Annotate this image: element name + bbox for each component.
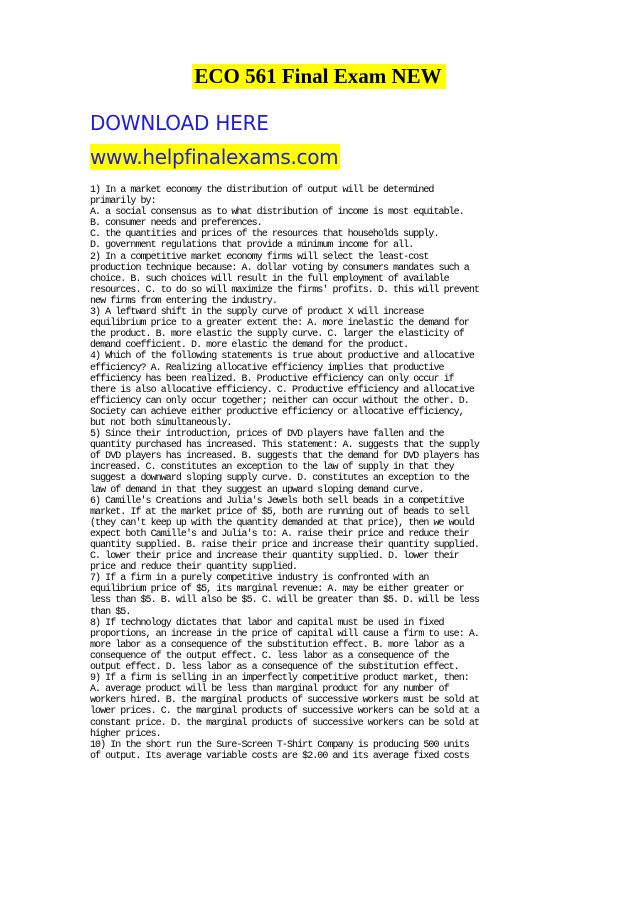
text-line: proportions, an increase in the price of capital will cause a firm to use: A. bbox=[90, 628, 479, 640]
text-line: suggest a downward sloping supply curve. D. constitutes an exception to the bbox=[90, 473, 469, 485]
text-line: higher prices. bbox=[90, 728, 161, 740]
text-line: the product. B. more elastic the supply curve. C. larger the elasticity of bbox=[90, 329, 464, 341]
link-block bbox=[90, 110, 340, 170]
text-line: 4) Which of the following statements is true about productive and allocative bbox=[90, 351, 474, 363]
text-line: A. a social consensus as to what distribution of income is most equitable. bbox=[90, 207, 464, 219]
text-line: D. government regulations that provide a minimum income for all. bbox=[90, 240, 414, 252]
text-line: choice. B. such choices will result in the full employment of available bbox=[90, 273, 449, 285]
text-line: price and reduce their quantity supplied. bbox=[90, 562, 298, 574]
text-line: there is also allocative efficiency. C. Productive efficiency and allocative bbox=[90, 384, 474, 396]
text-line: equilibrium price of $5, its marginal revenue: A. may be either greater or bbox=[90, 584, 464, 596]
text-line: less than $5. B. will also be $5. C. will be greater than $5. D. will be less bbox=[90, 595, 479, 607]
text-line: 8) If technology dictates that labor and capital must be used in fixed bbox=[90, 617, 444, 629]
text-line: equilibrium price to a greater extent the: A. more inelastic the demand for bbox=[90, 318, 469, 330]
text-line: efficiency can only occur together; neither can occur without the other. D. bbox=[90, 395, 469, 407]
text-line: market. If at the market price of $5, both are running out of beads to sell bbox=[90, 506, 469, 518]
text-line: primarily by: bbox=[90, 196, 156, 208]
text-line: quantity purchased has increased. This statement: A. suggests that the supply bbox=[90, 440, 479, 452]
text-line: efficiency has been realized. B. Productive efficiency can only occur if bbox=[90, 373, 454, 385]
text-line: of DVD players has increased. B. suggests that the demand for DVD players has bbox=[90, 451, 479, 463]
text-line: law of demand in that they suggest an upward sloping demand curve. bbox=[90, 484, 424, 496]
site-link[interactable]: www.helpfinalexams.com bbox=[90, 145, 339, 169]
text-line: of output. Its average variable costs are $2.00 and its average fixed costs bbox=[90, 750, 469, 762]
text-line: but not both simultaneously. bbox=[90, 417, 232, 429]
title-container bbox=[0, 64, 638, 89]
text-line: lower prices. C. the marginal products of successive workers can be sold at a bbox=[90, 706, 479, 718]
text-line: C. the quantities and prices of the resources that households supply. bbox=[90, 229, 439, 241]
text-line: Society can achieve either productive efficiency or allocative efficiency, bbox=[90, 406, 464, 418]
text-line: output effect. D. less labor as a consequence of the substitution effect. bbox=[90, 662, 459, 674]
text-line: (they can't keep up with the quantity demanded at that price), then we would bbox=[90, 517, 474, 529]
text-line: more labor as a consequence of the substitution effect. B. more labor as a bbox=[90, 639, 464, 651]
text-line: consequence of the output effect. C. less labor as a consequence of the bbox=[90, 650, 449, 662]
text-line: 10) In the short run the Sure-Screen T-Shirt Company is producing 500 units bbox=[90, 739, 469, 751]
text-line: demand coefficient. D. more elastic the demand for the product. bbox=[90, 340, 409, 352]
text-line: 9) If a firm is selling in an imperfectly competitive product market, then: bbox=[90, 673, 469, 685]
text-line: new firms from entering the industry. bbox=[90, 295, 277, 307]
text-line: increased. C. constitutes an exception to the law of supply in that they bbox=[90, 462, 454, 474]
text-line: A. average product will be less than marginal product for any number of bbox=[90, 684, 449, 696]
text-line: 6) Camille's Creations and Julia's Jewels both sell beads in a competitive bbox=[90, 495, 464, 507]
exam-questions-text bbox=[90, 185, 590, 762]
text-line: 2) In a competitive market economy firms will select the least-cost bbox=[90, 251, 429, 263]
text-line: 1) In a market economy the distribution of output will be determined bbox=[90, 185, 434, 196]
text-line: expect both Camille's and Julia's to: A. raise their price and reduce their bbox=[90, 528, 469, 540]
download-link[interactable]: DOWNLOAD HERE bbox=[90, 111, 269, 135]
text-line: resources. C. to do so will maximize the firms' profits. D. this will prevent bbox=[90, 284, 479, 296]
text-line: 7) If a firm in a purely competitive industry is confronted with an bbox=[90, 573, 429, 585]
text-line: than $5. bbox=[90, 606, 131, 618]
text-line: constant price. D. the marginal products of successive workers can be sold at bbox=[90, 717, 479, 729]
text-line: efficiency? A. Realizing allocative efficiency implies that productive bbox=[90, 362, 444, 374]
text-line: B. consumer needs and preferences. bbox=[90, 218, 262, 230]
text-line: production technique because: A. dollar voting by consumers mandates such a bbox=[90, 262, 469, 274]
text-line: C. lower their price and increase their quantity supplied. D. lower their bbox=[90, 551, 459, 563]
text-line: quantity supplied. B. raise their price and increase their quantity supplied. bbox=[90, 540, 479, 551]
text-line: workers hired. B. the marginal products of successive workers must be sold at bbox=[90, 695, 479, 707]
text-line: 5) Since their introduction, prices of DVD players have fallen and the bbox=[90, 429, 444, 441]
page-title: ECO 561 Final Exam NEW bbox=[192, 64, 445, 89]
text-line: 3) A leftward shift in the supply curve of product X will increase bbox=[90, 307, 424, 319]
